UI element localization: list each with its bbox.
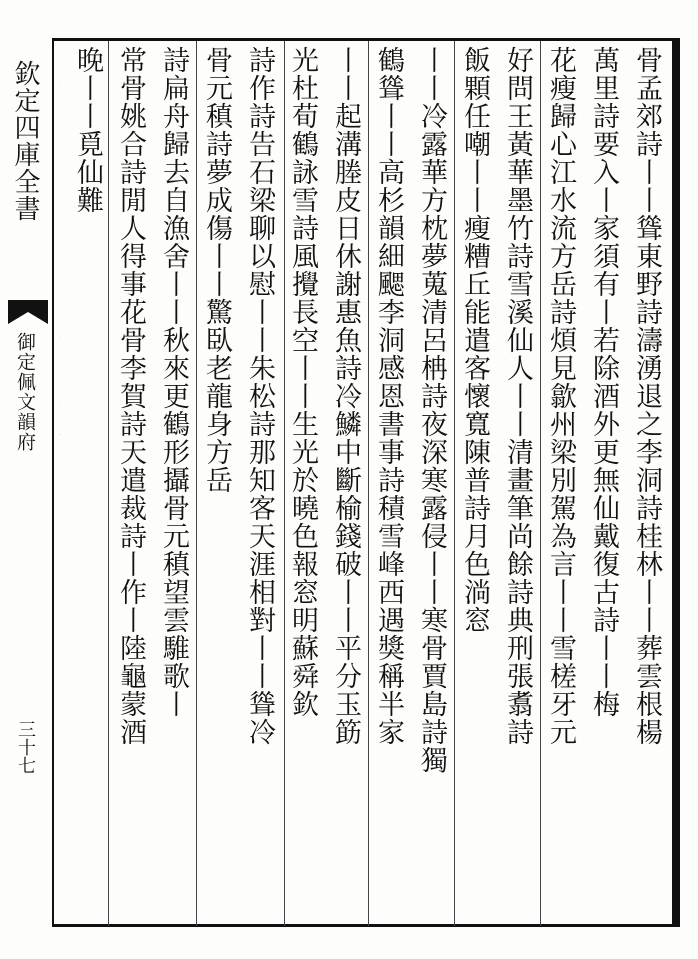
text-column: 骨孟郊詩丨丨聳東野詩濤湧退之李洞詩桂林丨丨葬雲根楊 bbox=[631, 46, 662, 746]
text-column: 丨丨起溝塍皮日休謝惠魚詩冷鱗中斷榆錢破丨丨平分玉筯 bbox=[330, 46, 361, 746]
margin-page-number: 三十七 bbox=[15, 720, 36, 774]
text-column: 飯顆任嘲丨丨瘦糟丘能遣客懷寬陳普詩月色淌窓 bbox=[459, 46, 490, 634]
main-text-body bbox=[60, 46, 668, 918]
text-column: 詩作詩告石梁聊以慰丨丨朱松詩那知客天涯相對丨丨聳冷 bbox=[244, 46, 275, 746]
text-column: 晚丨丨覓仙難 bbox=[72, 46, 103, 214]
text-column: 詩扁舟歸去自漁舍丨丨秋來更鶴形攝骨元稹望雲騅歌丨 bbox=[158, 46, 189, 718]
frame-left-border bbox=[52, 38, 54, 927]
text-column: 花瘦歸心江水流方岳詩煩見歙州梁別駕為言丨丨雪槎牙元 bbox=[545, 46, 576, 746]
text-column: 光杜荀鶴詠雪詩風攪長空丨丨生光於曉色報窓明蘇舜欽 bbox=[287, 46, 318, 718]
margin-book-title: 欽定四庫全書 bbox=[10, 60, 40, 222]
text-column: 常骨姚合詩閒人得事花骨李賀詩天遣裁詩丨作丨陸龜蒙酒 bbox=[115, 46, 146, 746]
margin-section-title: 御定佩文韻府 bbox=[14, 332, 36, 452]
text-column: 鶴聳丨丨高杉韻細颸李洞感恩書事詩積雪峰西遇獎稱半家 bbox=[373, 46, 404, 746]
fish-tail-mark-icon bbox=[8, 300, 48, 324]
frame-right-border bbox=[672, 38, 680, 927]
text-column: 骨元稹詩夢成傷丨丨驚臥老龍身方岳 bbox=[201, 46, 232, 494]
text-column: 萬里詩要入丨家須有丨若除酒外更無仙戴復古詩丨丨梅 bbox=[588, 46, 619, 718]
text-column: 好問王黃華墨竹詩雪溪仙人丨丨清畫筆尚餘詩典刑張翥詩 bbox=[502, 46, 533, 746]
frame-top-border bbox=[52, 38, 680, 41]
text-column: 丨丨冷露華方枕夢蒐清呂柟詩夜深寒露侵丨丨寒骨賈島詩獨 bbox=[416, 46, 447, 774]
text-column bbox=[60, 46, 66, 918]
frame-bottom-border bbox=[52, 924, 680, 927]
